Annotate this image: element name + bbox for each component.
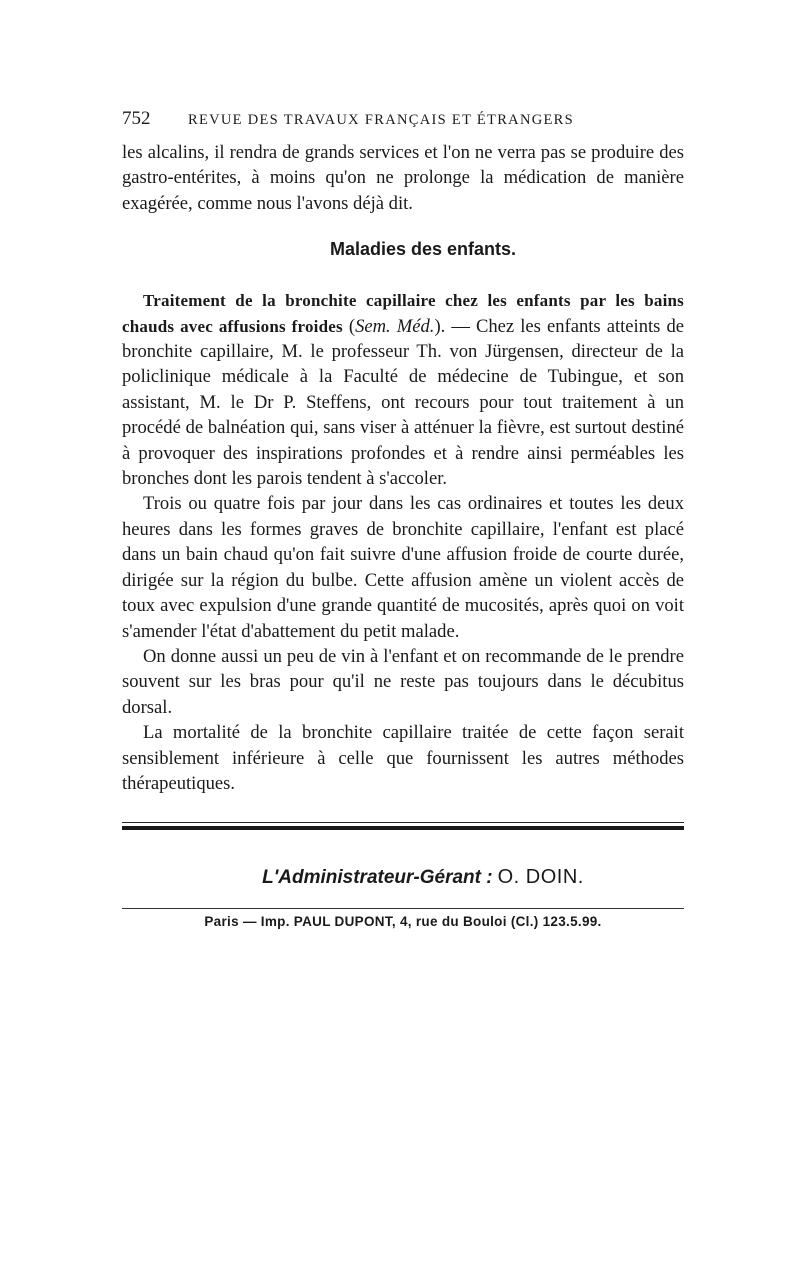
- article-source: Sem. Méd.: [355, 315, 435, 337]
- article-source-open: (: [342, 315, 356, 337]
- imprint-divider: [122, 908, 684, 909]
- article-paragraph-text: Chez les enfants atteints de bronchite capillaire, M. le professeur Th. von Jürgensen, directeur de la policlinique médicale à la Faculté de médecine de Tubingue, et son assistant, M. le Dr P. Steffens, ont recours pour tout traitement à un procédé de balnéation qui, sans viser à atténuer la fièvre, est surtout destiné à provoquer des inspirations profondes et à rendre ainsi perméables les bronches dont les parois tendent à s'accoler.: [122, 315, 685, 490]
- article-source-close: ). —: [434, 315, 476, 337]
- signature-role: L'Administrateur-Gérant :: [262, 867, 493, 889]
- divider-thick: [122, 826, 684, 830]
- article-paragraph-3: On donne aussi un peu de vin à l'enfant et on recommande de le prendre souvent sur les bras pour qu'il ne reste pas toujours dans le décubitus dorsal.: [122, 645, 684, 718]
- article-title: Traitement de la bronchite capillaire chez les enfants par les bains chauds avec affusions froides: [122, 291, 684, 336]
- journal-title: REVUE DES TRAVAUX FRANÇAIS ET ÉTRANGERS: [188, 112, 574, 128]
- article-paragraph-4: La mortalité de la bronchite capillaire traitée de cette façon serait sensiblement inférieure à celle que fournissent les autres méthodes thérapeutiques.: [122, 722, 684, 794]
- section-title: Maladies des enfants.: [329, 239, 517, 260]
- running-head: [122, 108, 684, 140]
- article-paragraph-2: Trois ou quatre fois par jour dans les cas ordinaires et toutes les deux heures dans les formes graves de bronchite capillaire, l'enfant est placé dans un bain chaud qu'on fait suivre d'une affusion froide de courte durée, dirigée sur la région du bulbe. Cette affusion amène un violent accès de toux avec expulsion d'une grande quantité de mucosités, après quoi on voit s'amender l'état d'abattement du petit malade.: [122, 493, 684, 642]
- page-number: 752: [122, 108, 151, 129]
- signature-name: O. DOIN.: [497, 866, 584, 889]
- divider-thin: [122, 822, 684, 823]
- book-page: [122, 108, 684, 929]
- signature: [122, 866, 684, 889]
- body-text: [122, 140, 684, 796]
- article-paragraph-1: [122, 288, 684, 491]
- printer-imprint: Paris — Imp. PAUL DUPONT, 4, rue du Bouloi (Cl.) 123.5.99.: [204, 914, 602, 930]
- intro-paragraph: les alcalins, il rendra de grands services et l'on ne verra pas se produire des gastro-entérites, à moins qu'on ne prolonge la médication de manière exagérée, comme nous l'avons déjà dit.: [122, 142, 684, 214]
